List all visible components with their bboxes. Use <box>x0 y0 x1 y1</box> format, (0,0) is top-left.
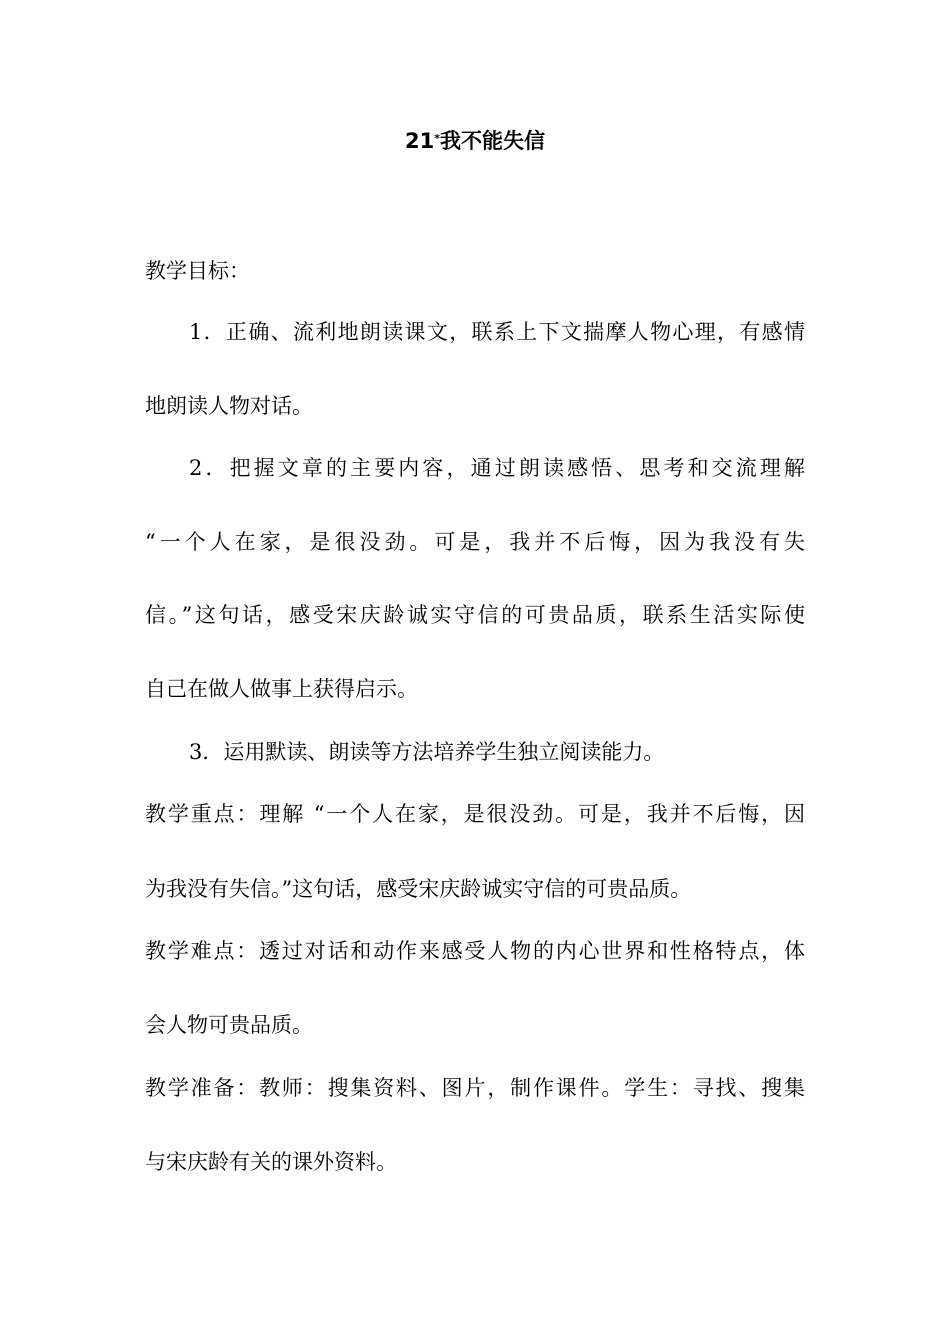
goal-2-line-3: 信。”这句话，感受宋庆龄诚实守信的可贵品质，联系生活实际使 <box>145 603 805 627</box>
key-point-line-2: 为我没有失信。”这句话，感受宋庆龄诚实守信的可贵品质。 <box>145 877 692 901</box>
title-text: 我不能失信 <box>440 129 545 153</box>
goal-2-line-4: 自己在做人做事上获得启示。 <box>145 677 418 701</box>
key-point-line-1: 教学重点：理解 “一个人在家，是很没劲。可是，我并不后悔，因 <box>145 802 805 826</box>
goal-3-line-1: 3．运用默读、朗读等方法培养学生独立阅读能力。 <box>189 740 665 764</box>
preparation-line-1: 教学准备：教师：搜集资料、图片，制作课件。学生：寻找、搜集 <box>145 1076 805 1100</box>
goal-1-line-1: 1．正确、流利地朗读课文，联系上下文揣摩人物心理，有感情 <box>189 320 805 344</box>
lesson-title <box>0 126 950 156</box>
title-star: * <box>434 132 440 145</box>
goal-2-line-2: “一个人在家，是很没劲。可是，我并不后悔，因为我没有失 <box>145 530 805 554</box>
title-number: 21 <box>405 129 435 153</box>
goal-2-line-1: 2．把握文章的主要内容，通过朗读感悟、思考和交流理解 <box>189 456 805 480</box>
difficulty-line-1: 教学难点：透过对话和动作来感受人物的内心世界和性格特点，体 <box>145 939 805 963</box>
goal-1-line-2: 地朗读人物对话。 <box>145 394 313 418</box>
difficulty-line-2: 会人物可贵品质。 <box>145 1013 313 1037</box>
preparation-line-2: 与宋庆龄有关的课外资料。 <box>145 1150 397 1174</box>
teaching-goals-heading: 教学目标： <box>145 259 250 283</box>
